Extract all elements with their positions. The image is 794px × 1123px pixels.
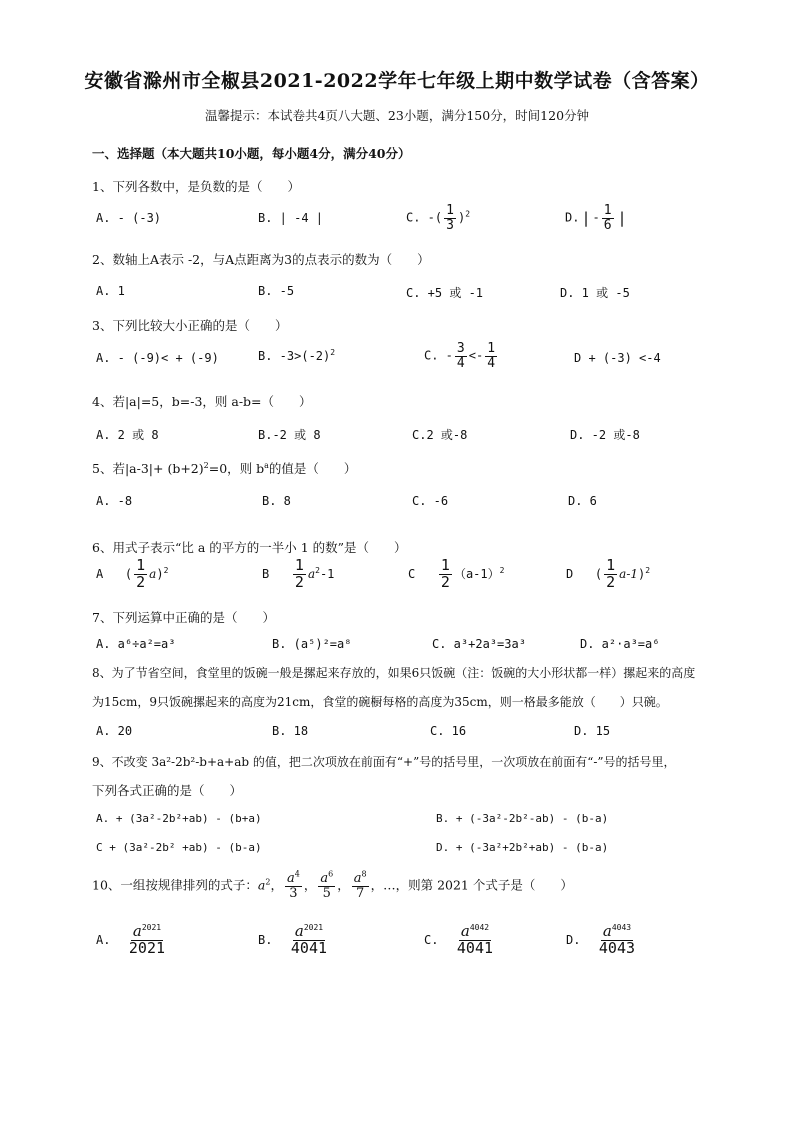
- q3-b-text: B. -3>(-2): [258, 349, 331, 363]
- q10-term3-base: a: [320, 871, 329, 886]
- q6-b-num: 1: [294, 556, 304, 574]
- q1-d-sign: -: [592, 210, 600, 225]
- q3-option-a: A. - (-9)< + (-9): [96, 351, 219, 365]
- q5-stem-b: =0，则 b: [208, 461, 265, 476]
- q10-term3-exp: 6: [328, 869, 334, 879]
- q10-c-base: a: [460, 922, 470, 940]
- q10-b-base: a: [294, 922, 304, 940]
- q6-d-den: 2: [606, 572, 616, 591]
- q6-b-den: 2: [294, 572, 304, 591]
- q10-a-base: a: [132, 922, 142, 940]
- q6-b-rest: -1: [319, 566, 335, 581]
- q10-d-base: a: [602, 922, 612, 940]
- q4-option-b: B.-2 或 8: [258, 428, 321, 442]
- q1-c-num: 1: [446, 203, 454, 218]
- page-title: 安徽省滁州市全椒县2021-2022学年七年级上期中数学试卷（含答案）: [84, 70, 710, 92]
- q10-term4: [352, 869, 369, 901]
- q6-b-var: a: [307, 566, 316, 581]
- q10-term3: [318, 869, 335, 901]
- q3-option-b: [258, 349, 335, 363]
- q10-term3-den: 5: [322, 885, 331, 901]
- q6-b-exp: 2: [315, 565, 320, 575]
- q10-stem-a: 10、一组按规律排列的式子：: [92, 877, 258, 893]
- q1-d-fraction: [602, 204, 614, 232]
- q6-c-label: C: [408, 566, 416, 581]
- q6-a-var: a: [149, 566, 157, 581]
- q1-d-prefix: D.: [565, 210, 580, 225]
- q10-c-exp: 4042: [469, 923, 490, 932]
- q10-option-c: [424, 924, 497, 957]
- q3-c-frac2: [485, 342, 497, 370]
- q5-stem-c: 的值是（ ）: [268, 461, 357, 476]
- question-1-stem: 1、下列各数中，是负数的是（ ）: [92, 179, 300, 194]
- question-9-line1: 9、不改变 3a²-2b²-b+a+ab 的值，把二次项放在前面有“+”号的括号里，一次项放在前面有“-”号的括号里，: [92, 755, 676, 769]
- q3-c-d2: 4: [487, 355, 496, 371]
- q3-option-c: [424, 342, 499, 370]
- q3-option-d: D + (-3) <-4: [574, 351, 661, 365]
- q10-a-den: 2021: [128, 938, 166, 957]
- question-5-stem: [92, 459, 356, 477]
- q10-stem-b: ，…，则第 2021 个式子是（ ）: [370, 877, 573, 893]
- q6-c-den: 2: [440, 572, 450, 591]
- q8-option-a: A. 20: [96, 724, 133, 738]
- question-10-stem: 10、一组按规律排列的式子：$a^2$， $\frac{a^4}{3}$ ， $\frac{a^6}{5}$ ， $\frac{a^8}{7}$ ，…，则第 2021 个式子是（ ）: [92, 869, 573, 901]
- q2-option-a: A. 1: [96, 284, 125, 298]
- q7-option-a: A. a⁶÷a²=a³: [96, 637, 176, 651]
- q6-d-fraction: [604, 558, 617, 591]
- q1-d-den: 6: [603, 217, 612, 233]
- q5-stem-exp2: a: [264, 460, 269, 470]
- q1-option-a: A. - (-3): [96, 211, 162, 225]
- question-4-stem: 4、若|a|=5，b=-3，则 a-b=（ ）: [92, 394, 312, 409]
- q9-option-a: A. + (3a²-2b²+ab) - (b+a): [96, 812, 262, 825]
- q3-c-n2: 1: [487, 341, 496, 356]
- q1-c-den: 3: [446, 217, 454, 233]
- q6-b-fraction: [293, 558, 306, 591]
- q10-term1-base: a: [257, 877, 266, 893]
- q10-a-exp: 2021: [141, 923, 162, 932]
- q4-option-c: C.2 或-8: [412, 428, 468, 442]
- q3-c-frac1: [455, 342, 467, 370]
- q4-option-d: D. -2 或-8: [570, 428, 640, 442]
- q1-d-num: 1: [603, 203, 612, 218]
- q6-b-label: B: [262, 566, 270, 581]
- q5-option-c: C. -6: [412, 494, 449, 508]
- q6-a-fraction: [134, 558, 147, 591]
- q7-option-b: B. (a⁵)²=a⁸: [272, 637, 352, 651]
- question-9-line2: 下列各式正确的是（ ）: [92, 783, 243, 798]
- q10-c-fraction: [455, 924, 495, 957]
- q10-term4-den: 7: [356, 885, 365, 901]
- q6-a-den: 2: [136, 572, 146, 591]
- q7-option-d: D. a²·a³=a⁶: [580, 637, 660, 651]
- q10-term2-base: a: [286, 871, 295, 886]
- section-heading: 一、选择题（本大题共10小题，每小题4分，满分40分）: [92, 146, 411, 161]
- q3-c-n1: 3: [456, 341, 465, 356]
- q10-d-label: D.: [566, 932, 581, 947]
- q7-option-c: C. a³+2a³=3a³: [432, 637, 526, 651]
- q10-b-exp: 2021: [303, 923, 324, 932]
- q5-stem-a: 5、若|a-3|+ (b+2): [92, 461, 204, 476]
- q10-term4-base: a: [353, 871, 362, 886]
- q10-term2-exp: 4: [294, 869, 300, 879]
- q10-term2: [285, 869, 302, 901]
- q6-option-b: [262, 558, 334, 591]
- q10-option-a: [96, 924, 169, 957]
- q10-option-b: [258, 924, 331, 957]
- q1-option-b: B. | -4 |: [258, 211, 324, 225]
- q8-option-c: C. 16: [430, 724, 467, 738]
- q8-option-d: D. 15: [574, 724, 611, 738]
- q1-option-d: D. | - $\frac{1}{6}$ |: [565, 203, 627, 233]
- q10-term2-den: 3: [289, 885, 298, 901]
- question-8-line1: 8、为了节省空间，食堂里的饭碗一般是摞起来存放的，如果6只饭碗（注：饭碗的大小形状都一样）摞起来的高度: [92, 666, 696, 680]
- exam-tip: 温馨提示：本试卷共4页八大题、23小题，满分150分，时间120分钟: [204, 108, 590, 123]
- q6-d-num: 1: [606, 556, 616, 574]
- q6-d-var: a-1: [619, 566, 639, 581]
- q1-c-fraction: [444, 204, 456, 232]
- q9-option-d: D. + (-3a²+2b²+ab) - (b-a): [436, 841, 609, 854]
- q8-option-b: B. 18: [272, 724, 309, 738]
- question-8-line2: 为15cm，9只饭碗摞起来的高度为21cm，食堂的碗橱每格的高度为35cm，则一格最多能放（ ）只碗。: [92, 695, 668, 709]
- q6-option-a: A ( $\frac{1}{2}$ a)$^2$: [96, 556, 169, 591]
- q6-c-fraction: [439, 558, 452, 591]
- question-7-stem: 7、下列运算中正确的是（ ）: [92, 610, 275, 625]
- q6-a-num: 1: [136, 556, 146, 574]
- question-6-stem: 6、用式子表示“比 a 的平方的一半小 1 的数”是（ ）: [92, 540, 407, 555]
- q6-c-exp: 2: [499, 565, 505, 575]
- q1-option-c: C. -( $\frac{1}{3}$ )$^2$: [406, 203, 471, 233]
- q1-c-exp: 2: [465, 209, 471, 219]
- q2-option-d: D. 1 或 -5: [560, 286, 630, 300]
- q10-b-label: B.: [258, 932, 273, 947]
- q10-d-den: 4043: [598, 938, 636, 957]
- q6-a-label: A: [96, 566, 104, 581]
- question-2-stem: 2、数轴上A表示 -2，与A点距离为3的点表示的数为（ ）: [92, 252, 430, 267]
- q6-d-exp: 2: [645, 565, 651, 575]
- q6-d-label: D: [566, 566, 574, 581]
- q10-b-fraction: [289, 924, 329, 957]
- q4-option-a: A. 2 或 8: [96, 428, 159, 442]
- q2-option-c: C. +5 或 -1: [406, 286, 484, 300]
- q9-option-c: C + (3a²-2b² +ab) - (b-a): [96, 841, 262, 854]
- q10-term4-exp: 8: [361, 869, 367, 879]
- q5-stem-exp: 2: [203, 460, 209, 470]
- q6-option-d: D ( $\frac{1}{2}$ a-1)$^2$: [566, 556, 651, 591]
- q10-d-exp: 4043: [611, 923, 632, 932]
- q9-option-b: B. + (-3a²-2b²-ab) - (b-a): [436, 812, 609, 825]
- q5-option-d: D. 6: [568, 494, 597, 508]
- q10-a-fraction: [127, 924, 167, 957]
- q3-c-mid: <-: [468, 348, 484, 363]
- q10-d-fraction: [597, 924, 637, 957]
- q5-option-a: A. -8: [96, 494, 133, 508]
- q6-option-c: [408, 558, 504, 591]
- question-3-stem: 3、下列比较大小正确的是（ ）: [92, 318, 288, 333]
- q3-c-d1: 4: [456, 355, 465, 371]
- q10-c-den: 4041: [456, 938, 494, 957]
- q10-term1-exp: 2: [265, 877, 271, 887]
- q5-option-b: B. 8: [262, 494, 291, 508]
- q10-b-den: 4041: [290, 938, 328, 957]
- q1-c-prefix: C. -: [406, 210, 435, 225]
- q3-b-exp: 2: [330, 348, 336, 357]
- q6-a-exp: 2: [163, 565, 169, 575]
- q6-c-rest: （a-1）: [453, 566, 500, 581]
- q2-option-b: B. -5: [258, 284, 295, 298]
- q10-c-label: C.: [424, 932, 439, 947]
- q10-option-d: [566, 924, 639, 957]
- q3-c-prefix: C. -: [424, 348, 453, 363]
- q6-c-num: 1: [440, 556, 450, 574]
- q10-a-label: A.: [96, 932, 111, 947]
